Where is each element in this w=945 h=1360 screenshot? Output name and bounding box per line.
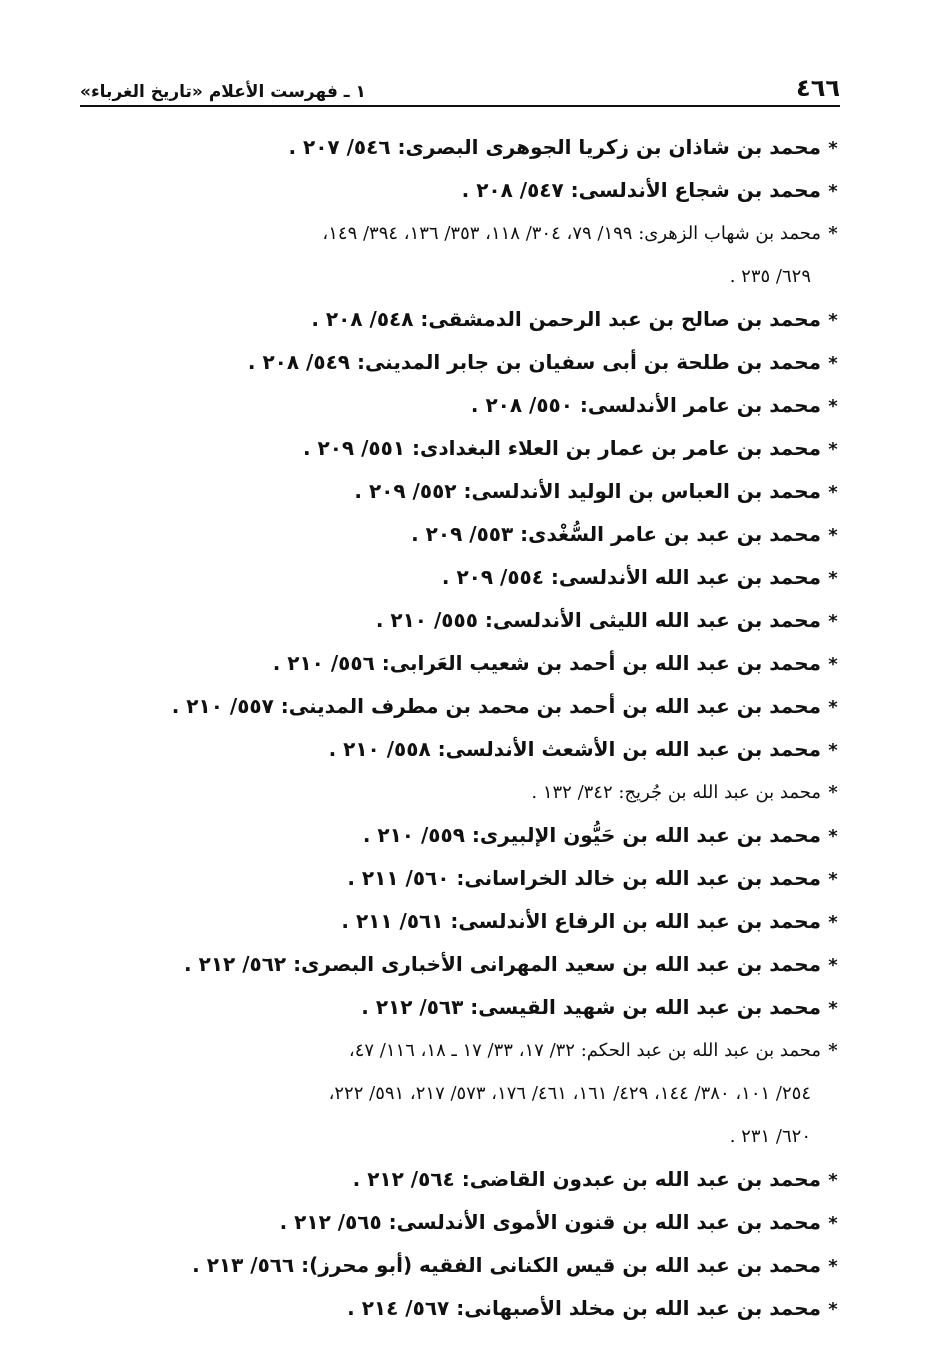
- entry-text: محمد بن عبد الله بن عبدون القاضى: ٥٦٤/ ٢١٢ .: [352, 1167, 821, 1191]
- entry-text: محمد بن عبد الله بن أحمد بن شعيب العَرابى: ٥٥٦/ ٢١٠ .: [272, 651, 821, 675]
- page-number: ٤٦٦: [796, 74, 840, 102]
- entry-text: محمد بن شهاب الزهرى: ١٩٩/ ٧٩، ٣٠٤/ ١١٨، ٣٥٣/ ١٣٦، ٣٩٤/ ١٤٩،: [322, 223, 821, 244]
- entry-marker: *: [828, 223, 838, 244]
- index-entry: [105, 427, 845, 470]
- entry-marker: *: [828, 181, 838, 202]
- entry-marker: *: [828, 912, 838, 933]
- entry-marker: *: [828, 740, 838, 761]
- entry-text: محمد بن عبد الله بن خالد الخراسانى: ٥٦٠/ ٢١١ .: [347, 866, 821, 890]
- index-entry: [105, 642, 845, 685]
- entry-marker: *: [828, 955, 838, 976]
- running-title: ١ ـ فهرست الأعلام «تاريخ الغرباء»: [80, 82, 366, 102]
- entry-text: محمد بن عبد الله بن عبد الحكم: ٣٢/ ١٧، ٣٣/ ١٧ ـ ١٨، ١١٦/ ٤٧،: [348, 1040, 821, 1061]
- entry-marker: *: [828, 138, 838, 159]
- entry-text: محمد بن عبد الله بن قيس الكنانى الفقيه (أبو محرز): ٥٦٦/ ٢١٣ .: [192, 1253, 821, 1277]
- index-entry: [105, 169, 845, 212]
- entry-marker: *: [828, 782, 838, 803]
- entry-marker: *: [828, 654, 838, 675]
- entry-text: محمد بن عبد الله الليثى الأندلسى: ٥٥٥/ ٢١٠ .: [375, 608, 821, 632]
- index-entry: [105, 685, 845, 728]
- entry-continuation: ٦٢٩/ ٢٣٥ .: [729, 266, 811, 287]
- entry-marker: *: [828, 1213, 838, 1234]
- index-entry: [105, 1244, 845, 1287]
- entry-marker: *: [828, 869, 838, 890]
- index-entry: [105, 1158, 845, 1201]
- index-entry: [105, 1201, 845, 1244]
- index-entry: [105, 126, 845, 169]
- index-entry: [105, 943, 845, 986]
- entry-text: محمد بن طلحة بن أبى سفيان بن جابر المدينى: ٥٤٩/ ٢٠٨ .: [247, 350, 821, 374]
- header-rule: [80, 105, 840, 107]
- entry-marker: *: [828, 568, 838, 589]
- entry-text: محمد بن عبد الله بن أحمد بن محمد بن مطرف المدينى: ٥٥٧/ ٢١٠ .: [171, 694, 821, 718]
- entry-text: محمد بن عبد الله بن الرفاع الأندلسى: ٥٦١/ ٢١١ .: [341, 909, 821, 933]
- entry-text: محمد بن عامر الأندلسى: ٥٥٠/ ٢٠٨ .: [470, 393, 821, 417]
- entry-marker: *: [828, 353, 838, 374]
- index-entry: [105, 212, 845, 298]
- entry-marker: *: [828, 310, 838, 331]
- index-entry: [105, 470, 845, 513]
- entry-marker: *: [828, 697, 838, 718]
- entry-marker: *: [828, 1040, 838, 1061]
- entry-line: [105, 212, 845, 255]
- index-entry: [105, 857, 845, 900]
- entry-text: محمد بن عبد الله بن مخلد الأصبهانى: ٥٦٧/ ٢١٤ .: [347, 1296, 821, 1320]
- entry-text: محمد بن صالح بن عبد الرحمن الدمشقى: ٥٤٨/ ٢٠٨ .: [311, 307, 821, 331]
- entry-continuation: ٢٥٤/ ١٠١، ٣٨٠/ ١٤٤، ٤٢٩/ ١٦١، ٤٦١/ ١٧٦، ٥٧٣/ ٢١٧، ٥٩١/ ٢٢٢،: [328, 1083, 811, 1104]
- entry-marker: *: [828, 1256, 838, 1277]
- index-entry: [105, 814, 845, 857]
- index-entry: [105, 384, 845, 427]
- entry-marker: *: [828, 482, 838, 503]
- index-entry: [105, 900, 845, 943]
- index-entry: [105, 341, 845, 384]
- entry-continuation: ٦٢٠/ ٢٣١ .: [729, 1126, 811, 1147]
- index-entry: [105, 298, 845, 341]
- entry-marker: *: [828, 826, 838, 847]
- running-header: [80, 68, 840, 102]
- entry-marker: *: [828, 439, 838, 460]
- entry-line: [105, 1029, 845, 1072]
- entry-text: محمد بن شجاع الأندلسى: ٥٤٧/ ٢٠٨ .: [461, 178, 821, 202]
- entry-marker: *: [828, 1299, 838, 1320]
- entry-text: محمد بن عبد الله بن قنون الأموى الأندلسى: ٥٦٥/ ٢١٢ .: [279, 1210, 821, 1234]
- entry-marker: *: [828, 525, 838, 546]
- entry-text: محمد بن شاذان بن زكريا الجوهرى البصرى: ٥٤٦/ ٢٠٧ .: [288, 135, 821, 159]
- entry-text: محمد بن عبد الله بن سعيد المهرانى الأخبارى البصرى: ٥٦٢/ ٢١٢ .: [184, 952, 821, 976]
- index-entry: [105, 1287, 845, 1330]
- entry-text: محمد بن العباس بن الوليد الأندلسى: ٥٥٢/ ٢٠٩ .: [354, 479, 821, 503]
- index-entry: [105, 599, 845, 642]
- entry-text: محمد بن عبد الله بن شهيد القيسى: ٥٦٣/ ٢١٢ .: [361, 995, 821, 1019]
- index-entry: [105, 986, 845, 1029]
- entry-marker: *: [828, 611, 838, 632]
- index-entry: [105, 1029, 845, 1158]
- index-entry: [105, 771, 845, 814]
- entry-marker: *: [828, 396, 838, 417]
- index-entry: [105, 556, 845, 599]
- entry-text: محمد بن عبد الله بن حَيُّون الإلبيرى: ٥٥٩/ ٢١٠ .: [362, 823, 821, 847]
- entry-text: محمد بن عبد الله بن الأشعث الأندلسى: ٥٥٨/ ٢١٠ .: [328, 737, 821, 761]
- entry-marker: *: [828, 1170, 838, 1191]
- entry-marker: *: [828, 998, 838, 1019]
- entry-text: محمد بن عامر بن عمار بن العلاء البغدادى: ٥٥١/ ٢٠٩ .: [302, 436, 821, 460]
- entry-text: محمد بن عبد الله الأندلسى: ٥٥٤/ ٢٠٩ .: [441, 565, 821, 589]
- entry-text: محمد بن عبد بن عامر السُّغْدى: ٥٥٣/ ٢٠٩ .: [411, 522, 821, 546]
- entry-text: محمد بن عبد الله بن جُريج: ٣٤٢/ ١٣٢ .: [531, 782, 821, 803]
- index-entry: [105, 728, 845, 771]
- index-entry: [105, 513, 845, 556]
- index-entries: [105, 126, 845, 1330]
